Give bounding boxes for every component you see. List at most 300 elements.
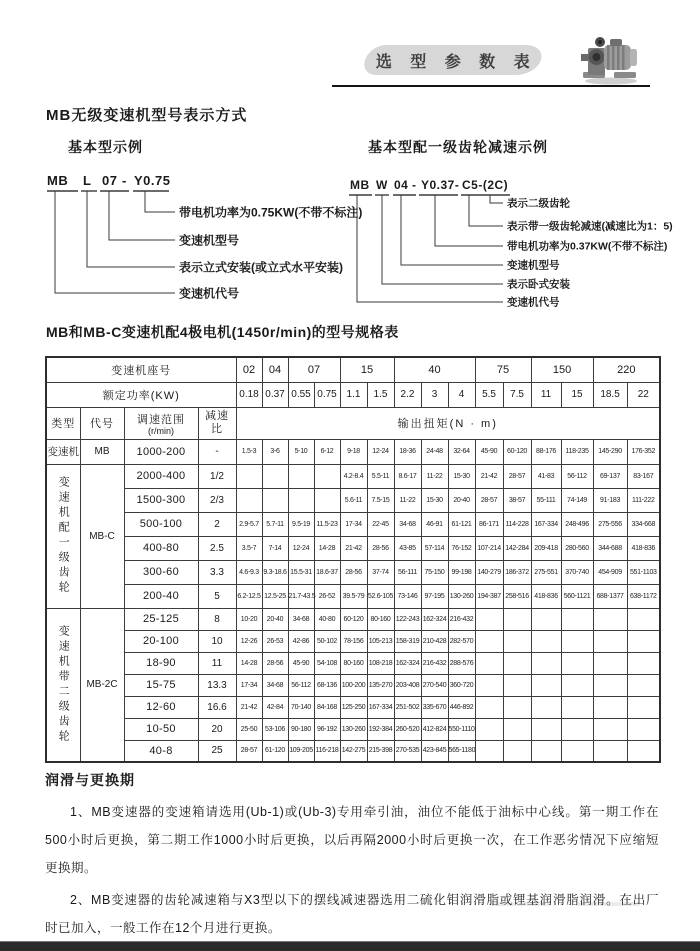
torque-value: 116-218: [314, 740, 340, 762]
torque-value: 335-670: [421, 696, 448, 718]
code-MB-2C: MB-2C: [80, 608, 124, 762]
torque-value: 26-52: [314, 584, 340, 608]
label-two-stage-gear: 表示二级齿轮: [507, 197, 570, 210]
power-0.55: 0.55: [288, 382, 314, 407]
speed-range: 15-75: [124, 674, 198, 696]
torque-value: [531, 696, 561, 718]
frame-size-04: 04: [262, 357, 288, 382]
torque-value: 97-195: [421, 584, 448, 608]
torque-value: 3-6: [262, 439, 288, 464]
torque-value: 32-64: [448, 439, 475, 464]
torque-value: 37-74: [367, 560, 394, 584]
note-paragraph-1: 1、MB变速器的变速箱请选用(Ub-1)或(Ub-3)专用牵引油，油位不能低于油标中心线。第一期工作在500小时后更换，第二期工作1000小时后更换，以后再隔2000小时后更换一次，在工作恶劣情况下应缩短更换期。: [45, 805, 659, 875]
torque-value: 84-168: [314, 696, 340, 718]
torque-value: 40-80: [314, 608, 340, 630]
torque-value: 78-156: [340, 630, 367, 652]
speed-range: 25-125: [124, 608, 198, 630]
torque-value: 75-150: [421, 560, 448, 584]
torque-value: [503, 718, 531, 740]
torque-value: 118-235: [561, 439, 593, 464]
torque-value: 56-112: [561, 464, 593, 488]
torque-value: [475, 740, 503, 762]
torque-value: 17-34: [236, 674, 262, 696]
code-MB-C: MB-C: [80, 464, 124, 608]
power-1.1: 1.1: [340, 382, 367, 407]
torque-value: 18-36: [394, 439, 421, 464]
torque-value: 275-551: [531, 560, 561, 584]
torque-value: 688-1377: [593, 584, 627, 608]
table-row: [46, 464, 660, 488]
torque-value: 167-334: [531, 512, 561, 536]
banner-title: 选 型 参 数 表: [376, 53, 537, 71]
range-header-text: 调速范围 (r/min): [125, 411, 198, 436]
notes-heading: 润滑与更换期: [45, 772, 135, 788]
frame-size-40: 40: [394, 357, 475, 382]
table-row: [46, 536, 660, 560]
table-row: [46, 740, 660, 762]
torque-value: [503, 608, 531, 630]
table-row: [46, 652, 660, 674]
code-frame: 07: [102, 173, 118, 188]
torque-value: [627, 674, 660, 696]
torque-value: 10-20: [236, 608, 262, 630]
torque-value: 334-668: [627, 512, 660, 536]
torque-value: 43-85: [394, 536, 421, 560]
torque-value: [561, 674, 593, 696]
torque-value: 209-418: [531, 536, 561, 560]
power-15: 15: [561, 382, 593, 407]
torque-value: 105-213: [367, 630, 394, 652]
speed-range: 2000-400: [124, 464, 198, 488]
torque-value: 80-160: [340, 652, 367, 674]
table-row: [46, 512, 660, 536]
torque-value: 55-111: [531, 488, 561, 512]
torque-value: 360-720: [448, 674, 475, 696]
torque-value: 6.2-12.5: [236, 584, 262, 608]
torque-value: [561, 740, 593, 762]
frame-size-02: 02: [236, 357, 262, 382]
torque-value: 270-540: [421, 674, 448, 696]
torque-value: 7-14: [262, 536, 288, 560]
speed-range-header: [124, 407, 198, 439]
torque-value: 130-260: [448, 584, 475, 608]
torque-value: 270-535: [394, 740, 421, 762]
table-row: [46, 584, 660, 608]
label-series-code: 变速机代号: [179, 286, 240, 301]
speed-range: 1500-300: [124, 488, 198, 512]
header-divider: [332, 85, 650, 87]
code-MB: MB: [80, 439, 124, 464]
reduction-ratio: 2.5: [198, 536, 236, 560]
torque-value: 12.5-25: [262, 584, 288, 608]
label-mounting: 表示卧式安装: [507, 278, 570, 291]
torque-value: 5.6-11: [340, 488, 367, 512]
torque-value: 258-516: [503, 584, 531, 608]
torque-value: [593, 652, 627, 674]
table-row: [46, 439, 660, 464]
power-0.18: 0.18: [236, 382, 262, 407]
torque-value: [236, 464, 262, 488]
reduction-ratio: -: [198, 439, 236, 464]
table-row: [46, 608, 660, 630]
table-row: [46, 488, 660, 512]
note-paragraph-2: 2、MB变速器的齿轮减速箱与X3型以下的摆线减速器选用二硫化钼润滑脂或锂基润滑脂润滑。在出厂时已加入，一般工作在12个月进行更换。: [45, 893, 659, 935]
label-model-number: 变速机型号: [179, 233, 240, 248]
torque-value: [236, 488, 262, 512]
torque-value: 80-160: [367, 608, 394, 630]
power-0.75: 0.75: [314, 382, 340, 407]
torque-value: 28-56: [367, 536, 394, 560]
torque-value: 83-167: [627, 464, 660, 488]
torque-value: [475, 652, 503, 674]
type-MB: [46, 439, 80, 464]
torque-value: 11-22: [421, 464, 448, 488]
frame-size-150: 150: [531, 357, 593, 382]
torque-value: [503, 740, 531, 762]
torque-value: 192-384: [367, 718, 394, 740]
torque-value: 107-214: [475, 536, 503, 560]
type-label: 变速机: [47, 446, 79, 458]
torque-value: [627, 696, 660, 718]
torque-value: [593, 630, 627, 652]
torque-value: 15-30: [448, 464, 475, 488]
torque-value: 20-40: [262, 608, 288, 630]
torque-value: [288, 488, 314, 512]
ratio-header-text: 减速比: [205, 410, 229, 435]
torque-value: 1.5-3: [236, 439, 262, 464]
torque-value: 176-352: [627, 439, 660, 464]
torque-value: 70-140: [288, 696, 314, 718]
power-0.37: 0.37: [262, 382, 288, 407]
torque-value: 42-86: [288, 630, 314, 652]
torque-value: 288-576: [448, 652, 475, 674]
code-frame: 04: [394, 178, 409, 192]
torque-value: 5.7-11: [262, 512, 288, 536]
table-row: [46, 630, 660, 652]
torque-value: 260-520: [394, 718, 421, 740]
torque-value: [475, 718, 503, 740]
reduction-ratio: 3.3: [198, 560, 236, 584]
torque-value: [627, 608, 660, 630]
torque-value: 194-387: [475, 584, 503, 608]
torque-value: 45-90: [475, 439, 503, 464]
torque-value: 73-146: [394, 584, 421, 608]
torque-value: 111-222: [627, 488, 660, 512]
spec-table-title: MB和MB-C变速机配4极电机(1450r/min)的型号规格表: [46, 324, 399, 340]
code-gear-stage: C5-(2C): [462, 178, 509, 192]
torque-value: 68-136: [314, 674, 340, 696]
torque-value: 9.5-19: [288, 512, 314, 536]
torque-value: 26-53: [262, 630, 288, 652]
speed-range: 20-100: [124, 630, 198, 652]
torque-value: 12-24: [288, 536, 314, 560]
torque-value: [593, 718, 627, 740]
torque-value: 39.5-79: [340, 584, 367, 608]
type-MB-2C: [46, 608, 80, 762]
torque-value: 282-570: [448, 630, 475, 652]
torque-value: 28-57: [236, 740, 262, 762]
torque-value: 215-398: [367, 740, 394, 762]
speed-range: 500-100: [124, 512, 198, 536]
torque-value: 446-892: [448, 696, 475, 718]
torque-value: 42-84: [262, 696, 288, 718]
reduction-ratio: 13.3: [198, 674, 236, 696]
torque-value: 145-290: [593, 439, 627, 464]
code-dash: -: [122, 173, 127, 188]
code-power: Y0.75: [134, 173, 171, 188]
torque-value: 186-372: [503, 560, 531, 584]
torque-value: 53-106: [262, 718, 288, 740]
reduction-ratio: 25: [198, 740, 236, 762]
reduction-ratio: 16.6: [198, 696, 236, 718]
torque-value: 21-42: [340, 536, 367, 560]
power-18.5: 18.5: [593, 382, 627, 407]
label-mounting: 表示立式安装(或立式水平安装): [179, 260, 343, 275]
torque-value: 167-334: [367, 696, 394, 718]
torque-value: 100-200: [340, 674, 367, 696]
power-22: 22: [627, 382, 660, 407]
speed-range: 18-90: [124, 652, 198, 674]
label-model-number: 变速机型号: [507, 259, 560, 272]
torque-value: 28-56: [340, 560, 367, 584]
label-motor-power: 带电机功率为0.75KW(不带不标注): [179, 205, 363, 220]
torque-value: 2.9-5.7: [236, 512, 262, 536]
torque-value: 130-260: [340, 718, 367, 740]
torque-value: 114-228: [503, 512, 531, 536]
section-title: MB无级变速机型号表示方式: [46, 107, 248, 124]
torque-value: [593, 608, 627, 630]
torque-value: 57-114: [421, 536, 448, 560]
torque-value: 34-68: [394, 512, 421, 536]
reduction-ratio: 2: [198, 512, 236, 536]
torque-value: 162-324: [394, 652, 421, 674]
torque-value: 86-171: [475, 512, 503, 536]
torque-value: 14-28: [314, 536, 340, 560]
code-header: 代号: [80, 407, 124, 439]
torque-value: 28-57: [475, 488, 503, 512]
torque-value: [561, 630, 593, 652]
table-row: [46, 696, 660, 718]
code-series: MB: [47, 173, 69, 188]
torque-value: 412-824: [421, 718, 448, 740]
torque-value: 638-1172: [627, 584, 660, 608]
range-unit: (r/min): [148, 425, 174, 436]
torque-value: 25-50: [236, 718, 262, 740]
torque-value: 61-121: [448, 512, 475, 536]
torque-value: [475, 696, 503, 718]
torque-value: [531, 718, 561, 740]
torque-value: 69-137: [593, 464, 627, 488]
code-series: MB: [350, 178, 370, 192]
torque-value: 162-324: [421, 608, 448, 630]
torque-value: 418-836: [531, 584, 561, 608]
torque-value: 50-102: [314, 630, 340, 652]
type-label: 变速机带二级齿轮: [57, 624, 70, 745]
torque-value: 96-192: [314, 718, 340, 740]
torque-value: [561, 652, 593, 674]
torque-value: 5-10: [288, 439, 314, 464]
reduction-ratio-header: [198, 407, 236, 439]
torque-value: 370-740: [561, 560, 593, 584]
torque-value: 41-83: [531, 464, 561, 488]
torque-value: 216-432: [448, 608, 475, 630]
torque-value: 61-120: [262, 740, 288, 762]
reduction-ratio: 10: [198, 630, 236, 652]
torque-value: 560-1121: [561, 584, 593, 608]
torque-value: 22-45: [367, 512, 394, 536]
torque-value: 28-57: [503, 464, 531, 488]
torque-value: 251-502: [394, 696, 421, 718]
basic-model-diagram: [45, 168, 363, 310]
torque-value: 56-111: [394, 560, 421, 584]
torque-value: 454-909: [593, 560, 627, 584]
torque-value: 4.6-9.3: [236, 560, 262, 584]
type-MB-C: [46, 464, 80, 608]
torque-value: 11.5-23: [314, 512, 340, 536]
torque-value: 6-12: [314, 439, 340, 464]
torque-value: [262, 464, 288, 488]
torque-value: [503, 696, 531, 718]
frame-size-75: 75: [475, 357, 531, 382]
speed-range: 300-60: [124, 560, 198, 584]
basic-example-subtitle: 基本型示例: [68, 139, 143, 155]
torque-value: [531, 674, 561, 696]
torque-value: 109-205: [288, 740, 314, 762]
torque-value: [503, 630, 531, 652]
torque-value: [593, 740, 627, 762]
reduction-ratio: 11: [198, 652, 236, 674]
frame-size-15: 15: [340, 357, 394, 382]
label-one-stage-gear: 表示带一级齿轮减速(减速比为1：5): [507, 220, 673, 233]
table-row: [46, 560, 660, 584]
lubrication-notes: [45, 770, 659, 946]
torque-value: 21.7-43.5: [288, 584, 314, 608]
torque-value: 15.5-31: [288, 560, 314, 584]
label-motor-power: 带电机功率为0.37KW(不带不标注): [507, 240, 668, 253]
torque-value: [627, 740, 660, 762]
torque-value: [475, 608, 503, 630]
torque-value: 14-28: [236, 652, 262, 674]
torque-value: 158-319: [394, 630, 421, 652]
torque-value: 12-24: [367, 439, 394, 464]
torque-value: 248-496: [561, 512, 593, 536]
torque-value: 21-42: [236, 696, 262, 718]
frame-size-header: 变速机座号: [46, 357, 236, 382]
torque-value: 275-556: [593, 512, 627, 536]
torque-value: 45-90: [288, 652, 314, 674]
power-3: 3: [421, 382, 448, 407]
torque-value: 17-34: [340, 512, 367, 536]
torque-value: [531, 740, 561, 762]
torque-value: 90-180: [288, 718, 314, 740]
speed-range: 400-80: [124, 536, 198, 560]
torque-value: [561, 608, 593, 630]
torque-value: 74-149: [561, 488, 593, 512]
torque-value: 9.3-18.6: [262, 560, 288, 584]
torque-value: 9-18: [340, 439, 367, 464]
type-header: 类型: [46, 407, 80, 439]
torque-value: 418-836: [627, 536, 660, 560]
frame-size-07: 07: [288, 357, 340, 382]
reduction-ratio: 1/2: [198, 464, 236, 488]
reduction-ratio: 2/3: [198, 488, 236, 512]
torque-value: 210-428: [421, 630, 448, 652]
torque-value: [475, 674, 503, 696]
torque-value: 15-30: [421, 488, 448, 512]
torque-value: 34-68: [262, 674, 288, 696]
torque-value: 11-22: [394, 488, 421, 512]
gearmotor-photo: [580, 32, 642, 86]
torque-value: [561, 718, 593, 740]
torque-value: 12-26: [236, 630, 262, 652]
torque-value: 88-176: [531, 439, 561, 464]
geared-model-diagram: [345, 172, 700, 317]
torque-value: 24-48: [421, 439, 448, 464]
torque-value: 7.5-15: [367, 488, 394, 512]
output-torque-header: 输出扭矩(N · m): [236, 407, 660, 439]
torque-value: 60-120: [340, 608, 367, 630]
torque-value: 91-183: [593, 488, 627, 512]
selection-parameter-banner: [360, 45, 546, 75]
code-power: Y0.37-: [421, 178, 460, 192]
torque-value: 135-270: [367, 674, 394, 696]
torque-value: 34-68: [288, 608, 314, 630]
type-label: 变速机配一级齿轮: [57, 476, 70, 596]
spec-table: [45, 356, 661, 763]
label-series-code: 变速机代号: [507, 296, 560, 309]
torque-value: [314, 464, 340, 488]
rated-power-header: 额定功率(KW): [46, 382, 236, 407]
power-2.2: 2.2: [394, 382, 421, 407]
torque-value: [314, 488, 340, 512]
power-5.5: 5.5: [475, 382, 503, 407]
power-4: 4: [448, 382, 475, 407]
speed-range: 40-8: [124, 740, 198, 762]
torque-value: 18.6-37: [314, 560, 340, 584]
torque-value: 54-108: [314, 652, 340, 674]
power-7.5: 7.5: [503, 382, 531, 407]
torque-value: 565-1180: [448, 740, 475, 762]
torque-value: [531, 630, 561, 652]
code-mounting: W: [376, 178, 388, 192]
table-row: [46, 674, 660, 696]
torque-value: [503, 652, 531, 674]
torque-value: 60-120: [503, 439, 531, 464]
speed-range: 1000-200: [124, 439, 198, 464]
torque-value: [531, 652, 561, 674]
torque-value: [503, 674, 531, 696]
torque-value: 122-243: [394, 608, 421, 630]
torque-value: [531, 608, 561, 630]
torque-value: 28-56: [262, 652, 288, 674]
torque-value: 203-408: [394, 674, 421, 696]
torque-value: [288, 464, 314, 488]
torque-value: [593, 696, 627, 718]
torque-value: 142-284: [503, 536, 531, 560]
torque-value: 140-279: [475, 560, 503, 584]
torque-value: 46-91: [421, 512, 448, 536]
torque-value: [262, 488, 288, 512]
torque-value: [561, 696, 593, 718]
torque-value: 5.5-11: [367, 464, 394, 488]
torque-value: 3.5-7: [236, 536, 262, 560]
spec-table-body: [46, 439, 660, 762]
speed-range: 200-40: [124, 584, 198, 608]
torque-value: 280-560: [561, 536, 593, 560]
torque-value: 56-112: [288, 674, 314, 696]
torque-value: 108-218: [367, 652, 394, 674]
torque-value: 4.2-8.4: [340, 464, 367, 488]
